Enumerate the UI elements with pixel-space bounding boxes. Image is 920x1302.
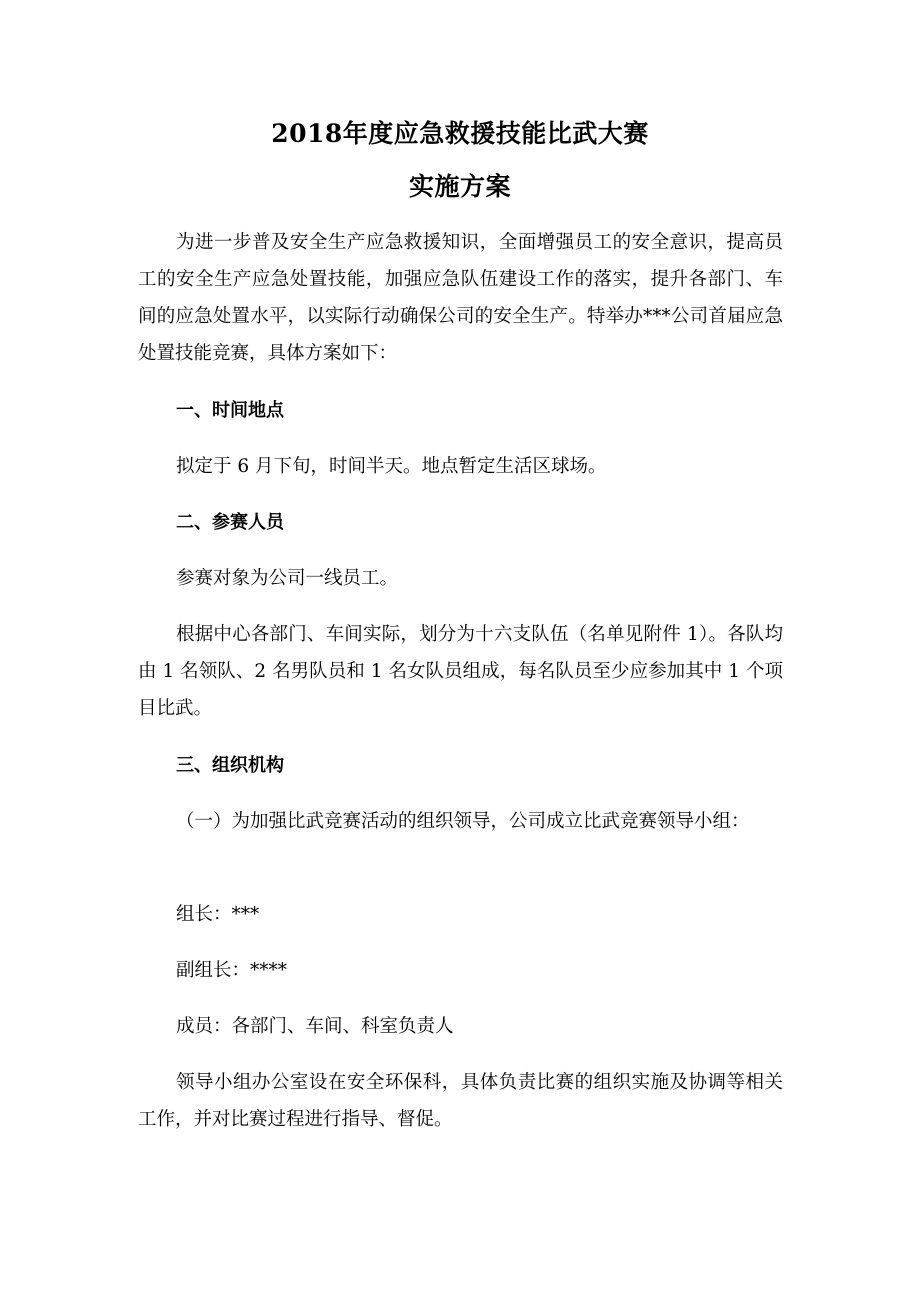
members-line: 成员：各部门、车间、科室负责人 (176, 1016, 454, 1037)
section-heading-time-place: 一、时间地点 (176, 400, 284, 421)
section-heading-participants: 二、参赛人员 (176, 512, 284, 533)
intro-paragraph: 为进一步普及安全生产应急救援知识，全面增强员工的安全意识，提高员工的安全生产应急处置技能，加强应急队伍建设工作的落实，提升各部门、车间的应急处置水平，以实际行动确保公司的安全生产。特举办***公司首届应急处置技能竞赛，具体方案如下： (138, 232, 783, 364)
participants-paragraph: 参赛对象为公司一线员工。 (176, 568, 399, 589)
deputy-leader-line: 副组长：**** (176, 960, 288, 981)
document-title: 2018年度应急救援技能比武大赛 (271, 119, 649, 148)
teams-paragraph: 根据中心各部门、车间实际，划分为十六支队伍（名单见附件 1）。各队均由 1 名领队、2 名男队员和 1 名女队员组成，每名队员至少应参加其中 1 个项目比武。 (138, 624, 783, 719)
leadership-group-paragraph: （一）为加强比武竞赛活动的组织领导，公司成立比武竞赛领导小组： (176, 811, 750, 832)
document-subtitle: 实施方案 (408, 172, 511, 201)
office-paragraph: 领导小组办公室设在安全环保科，具体负责比赛的组织实施及协调等相关工作，并对比赛过程进行指导、督促。 (138, 1072, 783, 1130)
time-place-paragraph: 拟定于 6 月下旬，时间半天。地点暂定生活区球场。 (176, 456, 607, 477)
section-heading-organization: 三、组织机构 (176, 755, 284, 776)
group-leader-line: 组长：*** (176, 904, 260, 925)
